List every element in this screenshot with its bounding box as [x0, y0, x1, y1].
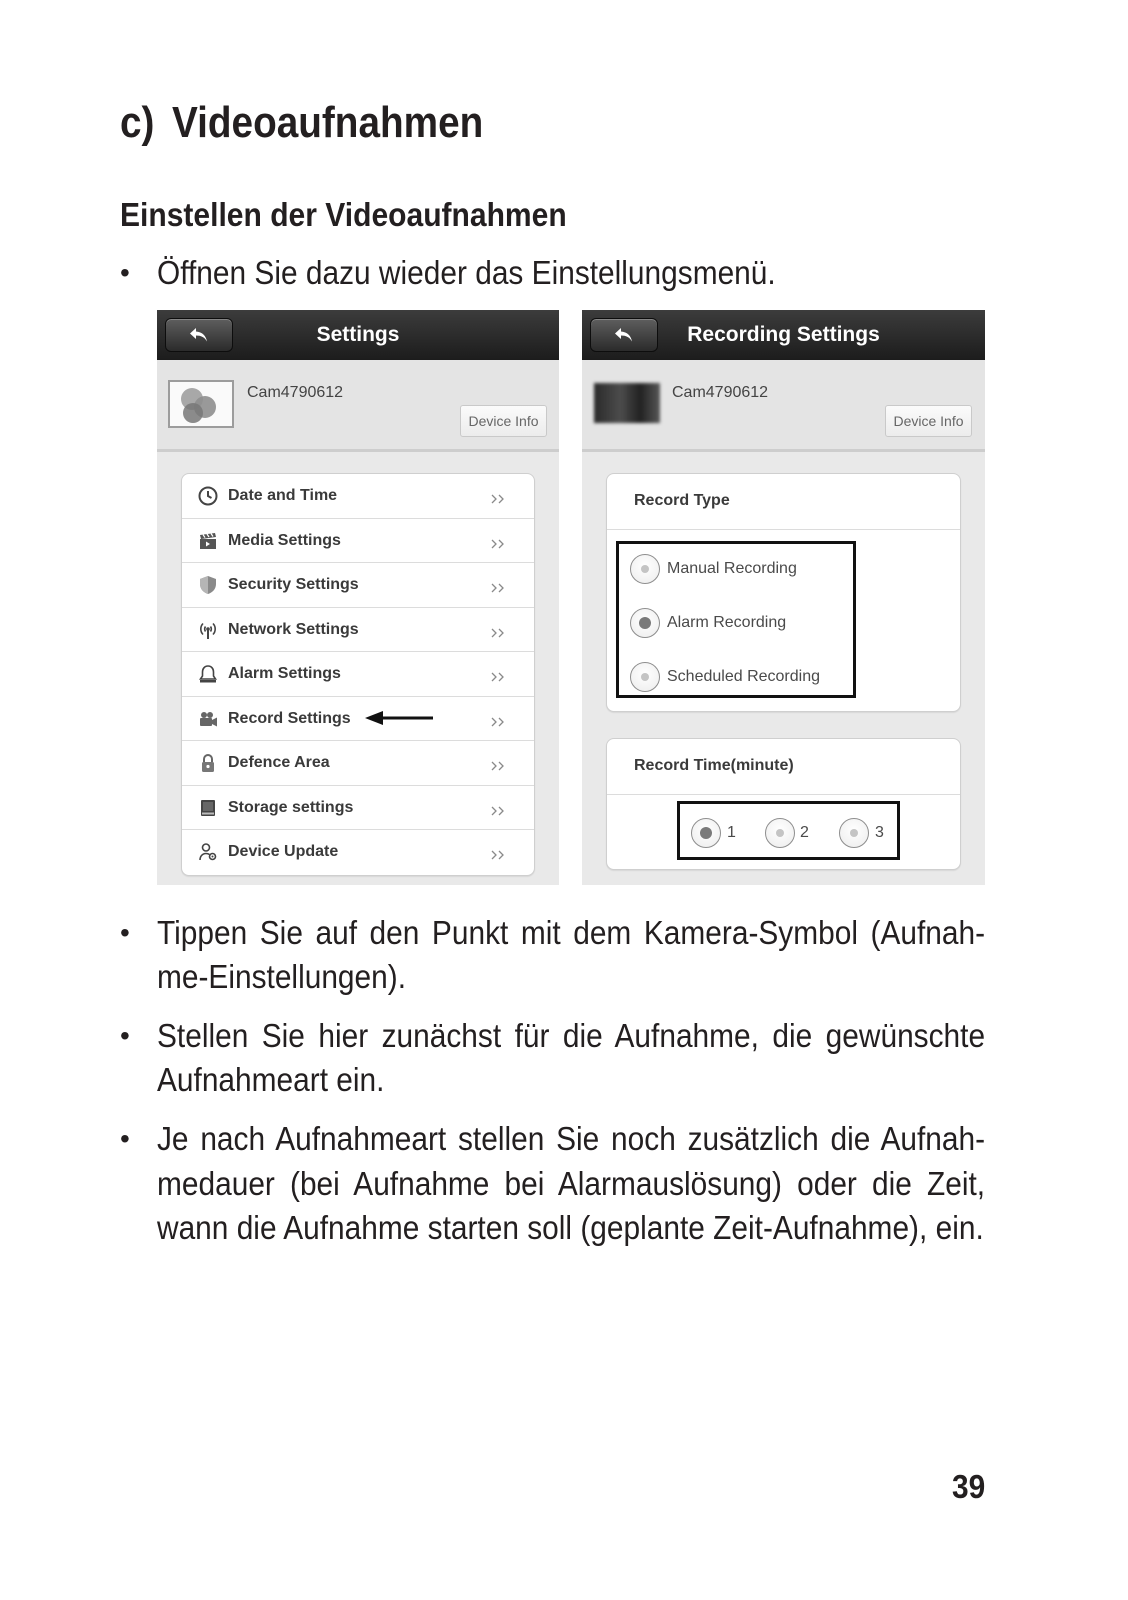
annotation-arrow-left-icon	[365, 710, 435, 726]
storage-icon	[198, 798, 218, 818]
bullet-marker: •	[120, 917, 130, 948]
screen-title: Settings	[316, 323, 400, 346]
radio-alarm-recording[interactable]	[630, 608, 660, 638]
radio-time-3[interactable]	[839, 818, 869, 848]
menu-item-device-update[interactable]	[182, 830, 534, 875]
step-2-line: Aufnahmeart ein.	[157, 1061, 385, 1098]
intro-bullet-text: Öffnen Sie dazu wieder das Einstellungsmenü.	[157, 254, 776, 291]
double-chevron-right-icon	[490, 491, 506, 501]
menu-item-network-settings[interactable]	[182, 608, 534, 653]
double-chevron-right-icon	[490, 803, 506, 813]
device-header	[157, 360, 559, 449]
antenna-icon	[198, 620, 218, 640]
divider	[607, 529, 960, 530]
shield-icon	[198, 575, 218, 595]
radio-time-1[interactable]	[691, 818, 721, 848]
page-number: 39	[952, 1468, 986, 1505]
record-time-card	[606, 738, 961, 870]
camera-placeholder-icon	[168, 380, 234, 428]
menu-item-label: Defence Area	[228, 754, 330, 771]
device-info-button[interactable]: Device Info	[460, 405, 547, 437]
clapperboard-icon	[198, 531, 218, 551]
divider	[157, 449, 559, 452]
double-chevron-right-icon	[490, 625, 506, 635]
bullet-marker: •	[120, 1123, 130, 1154]
radio-label: 1	[727, 824, 736, 841]
menu-item-label: Network Settings	[228, 620, 359, 638]
device-name: Cam4790612	[247, 384, 344, 401]
header-bar	[582, 310, 985, 360]
double-chevron-right-icon	[490, 669, 506, 679]
section-title: Videoaufnahmen	[172, 98, 484, 147]
menu-item-media-settings[interactable]	[182, 519, 534, 564]
double-chevron-right-icon	[490, 714, 506, 724]
radio-label: 3	[875, 824, 884, 841]
radio-time-2[interactable]	[765, 818, 795, 848]
header-bar	[157, 310, 559, 360]
divider	[582, 449, 985, 452]
device-header	[582, 360, 985, 449]
radio-manual-recording[interactable]	[630, 554, 660, 584]
step-2-line: Stellen Sie hier zunächst für die Aufnahme, die gewünschte	[157, 1017, 986, 1054]
step-1-line: Tippen Sie auf den Punkt mit dem Kamera-Symbol (Aufnah-	[157, 914, 986, 951]
user-gear-icon	[198, 842, 218, 862]
recording-settings-screenshot	[582, 310, 985, 885]
radio-label: Manual Recording	[667, 560, 797, 577]
camera-snapshot	[594, 383, 660, 423]
menu-item-label: Alarm Settings	[228, 665, 341, 682]
bullet-marker: •	[120, 257, 130, 288]
menu-item-defence-area[interactable]	[182, 741, 534, 786]
video-camera-icon	[198, 709, 218, 729]
menu-item-label: Media Settings	[228, 531, 341, 549]
radio-label: Scheduled Recording	[667, 668, 820, 685]
settings-menu	[181, 473, 535, 876]
radio-scheduled-recording[interactable]	[630, 662, 660, 692]
menu-item-label: Record Settings	[228, 709, 351, 727]
bell-icon	[198, 664, 218, 684]
double-chevron-right-icon	[490, 580, 506, 590]
step-1-line: me-Einstellungen).	[157, 958, 407, 995]
section-number: c)	[120, 98, 155, 147]
menu-item-label: Device Update	[228, 843, 339, 860]
menu-item-label: Security Settings	[228, 576, 359, 593]
bullet-marker: •	[120, 1020, 130, 1051]
step-3-line: wann die Aufnahme starten soll (geplante Zeit-Aufnahme), ein.	[157, 1209, 984, 1246]
menu-item-label: Date and Time	[228, 487, 338, 504]
lock-icon	[198, 753, 218, 773]
settings-screenshot	[157, 310, 559, 885]
subheading: Einstellen der Videoaufnahmen	[120, 196, 567, 233]
divider	[607, 794, 960, 795]
double-chevron-right-icon	[490, 847, 506, 857]
step-3-line: medauer (bei Aufnahme bei Alarmauslösung) oder die Zeit,	[157, 1165, 986, 1202]
record-time-label: Record Time(minute)	[634, 757, 794, 774]
menu-item-date-and-time[interactable]	[182, 474, 534, 519]
record-type-card	[606, 473, 961, 712]
clock-icon	[198, 486, 218, 506]
menu-item-storage-settings[interactable]	[182, 786, 534, 831]
menu-item-security-settings[interactable]	[182, 563, 534, 608]
menu-item-alarm-settings[interactable]	[182, 652, 534, 697]
device-name: Cam4790612	[672, 384, 769, 401]
double-chevron-right-icon	[490, 758, 506, 768]
menu-item-label: Storage settings	[228, 798, 354, 816]
radio-label: 2	[800, 824, 809, 841]
menu-item-record-settings[interactable]	[182, 697, 534, 742]
screen-title: Recording Settings	[687, 323, 880, 346]
step-3-line: Je nach Aufnahmeart stellen Sie noch zusätzlich die Aufnah-	[157, 1120, 986, 1157]
radio-label: Alarm Recording	[667, 614, 787, 631]
device-info-button[interactable]: Device Info	[885, 405, 972, 437]
double-chevron-right-icon	[490, 536, 506, 546]
record-type-label: Record Type	[634, 492, 730, 509]
